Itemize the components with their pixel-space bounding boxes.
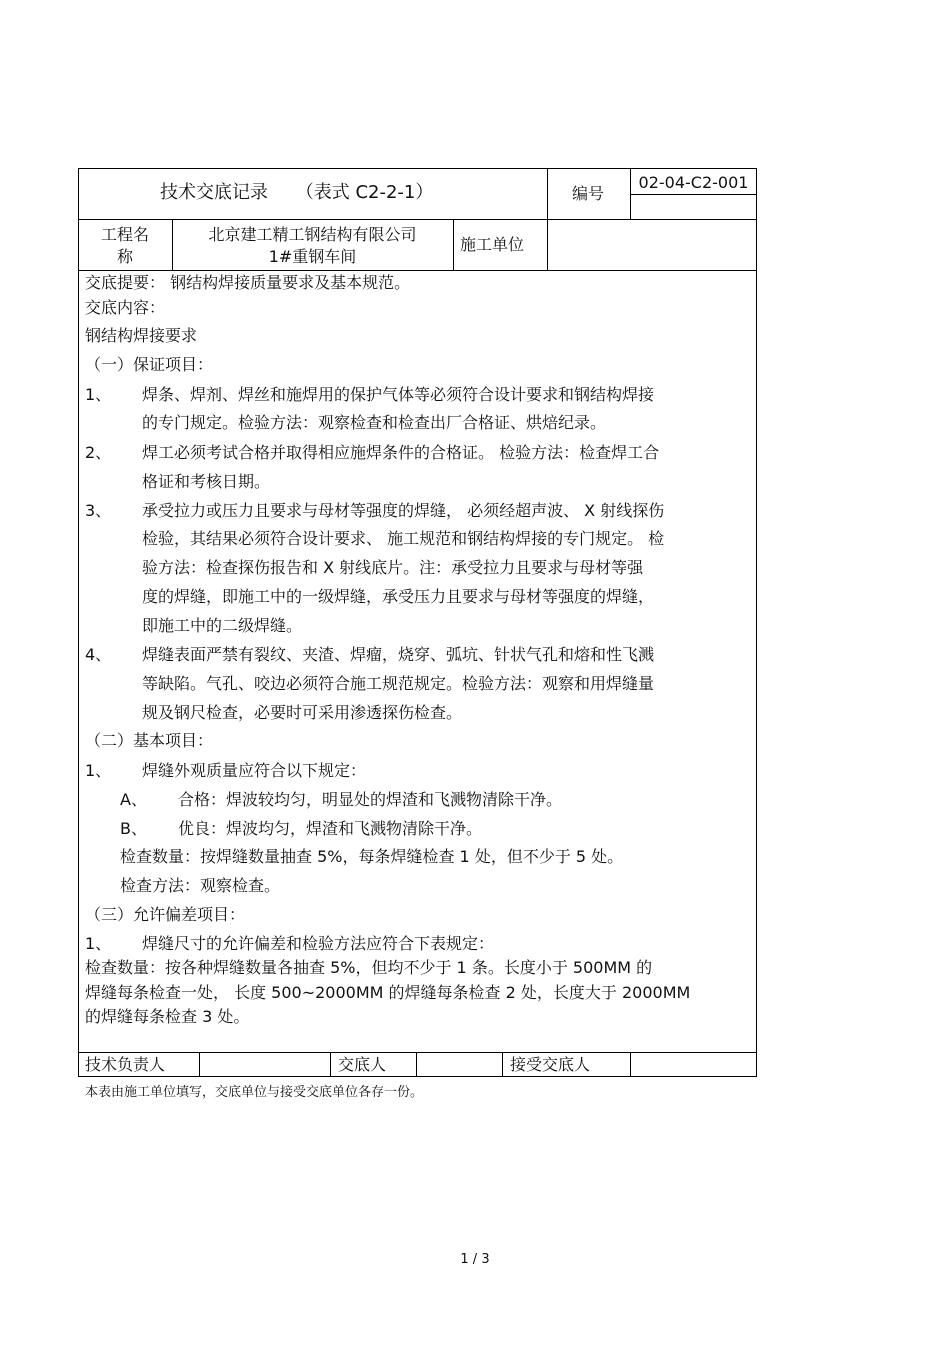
- item-4-number: 4、: [85, 645, 112, 664]
- content-label: 交底内容：: [85, 298, 166, 317]
- row-divider-signoff: [78, 1052, 757, 1053]
- page-number: 1 / 3: [460, 1252, 490, 1267]
- row-divider-number: [630, 194, 757, 195]
- item-3-line-1: 承受拉力或压力且要求与母材等强度的焊缝， 必须经超声波、 X 射线探伤: [142, 501, 665, 520]
- item-1-number: 1、: [85, 385, 112, 404]
- content-heading: 钢结构焊接要求: [85, 326, 198, 345]
- tolerance-item-number: 1、: [85, 934, 112, 953]
- tolerance-item-text: 焊缝尺寸的允许偏差和检验方法应符合下表规定：: [142, 934, 495, 953]
- item-2-line-1: 焊工必须考试合格并取得相应施焊条件的合格证。 检验方法：检查焊工合: [142, 443, 660, 462]
- item-3-line-3: 验方法：检查探伤报告和 X 射线底片。注：承受拉力且要求与母材等强: [142, 558, 644, 577]
- footnote: 本表由施工单位填写，交底单位与接受交底单位各存一份。: [85, 1085, 424, 1100]
- form-code: （表式 C2-2-1）: [295, 182, 434, 203]
- number-value: 02-04-C2-001: [638, 173, 749, 192]
- item-1-line-1: 焊条、焊剂、焊丝和施焊用的保护气体等必须符合设计要求和钢结构焊接: [142, 385, 655, 404]
- row-divider-header: [78, 219, 757, 220]
- basic-item-number: 1、: [85, 761, 112, 780]
- discloser-label: 交底人: [338, 1055, 387, 1074]
- item-4-line-1: 焊缝表面严禁有裂纹、夹渣、焊瘤，烧穿、弧坑、针状气孔和熔和性飞溅: [142, 645, 655, 664]
- grade-b-text: 优良：焊波均匀，焊渣和飞溅物清除干净。: [178, 819, 483, 838]
- col-divider-project-value: [453, 219, 454, 271]
- basic-check-method: 检查方法：观察检查。: [120, 876, 281, 895]
- grade-b-label: B、: [120, 819, 147, 838]
- col-divider-sign-5: [630, 1052, 631, 1077]
- basic-item-text: 焊缝外观质量应符合以下规定：: [142, 761, 367, 780]
- item-3-line-2: 检验，其结果必须符合设计要求、 施工规范和钢结构焊接的专门规定。 检: [142, 529, 665, 548]
- col-divider-sign-4: [502, 1052, 503, 1077]
- form-title-text: 技术交底记录: [160, 182, 268, 203]
- number-label: 编号: [572, 184, 605, 203]
- project-name-value-line2: 1#重钢车间: [268, 247, 357, 266]
- item-3-line-5: 即施工中的二级焊缝。: [142, 616, 303, 635]
- tolerance-check-line-2: 焊缝每条检查一处， 长度 500~2000MM 的焊缝每条检查 2 处，长度大于 2000MM: [85, 983, 691, 1002]
- tech-lead-label: 技术负责人: [85, 1055, 166, 1074]
- basic-check-quantity: 检查数量：按焊缝数量抽查 5%，每条焊缝检查 1 处，但不少于 5 处。: [120, 847, 624, 866]
- form-title: [160, 183, 433, 203]
- receiver-label: 接受交底人: [510, 1055, 591, 1074]
- item-4-line-3: 规及钢尺检查，必要时可采用渗透探伤检查。: [142, 703, 463, 722]
- grade-a-text: 合格：焊波较均匀，明显处的焊渣和飞溅物清除干净。: [178, 790, 563, 809]
- col-divider-sign-2: [330, 1052, 331, 1077]
- item-4-line-2: 等缺陷。气孔、咬边必须符合施工规范规定。检验方法：观察和用焊缝量: [142, 674, 655, 693]
- col-divider-sign-1: [199, 1052, 200, 1077]
- section-tolerance: （三）允许偏差项目：: [85, 905, 246, 924]
- col-divider-sign-3: [416, 1052, 417, 1077]
- item-2-number: 2、: [85, 443, 112, 462]
- section-basic: （二）基本项目：: [85, 731, 214, 750]
- col-divider-number-label: [547, 168, 548, 271]
- item-3-number: 3、: [85, 501, 112, 520]
- tolerance-check-line-3: 的焊缝每条检查 3 处。: [85, 1007, 250, 1026]
- project-name-value-line1: 北京建工精工钢结构有限公司: [208, 225, 417, 244]
- construction-unit-label: 施工单位: [460, 235, 525, 254]
- project-name-label-line2: 称: [116, 247, 133, 266]
- grade-a-label: A、: [120, 790, 147, 809]
- tolerance-check-line-1: 检查数量：按各种焊缝数量各抽查 5%，但均不少于 1 条。长度小于 500MM 的: [85, 958, 653, 977]
- project-name-label-line1: 工程名: [100, 225, 149, 244]
- summary: 交底提要： 钢结构焊接质量要求及基本规范。: [85, 273, 411, 292]
- item-2-line-2: 格证和考核日期。: [142, 472, 271, 491]
- item-3-line-4: 度的焊缝，即施工中的一级焊缝，承受压力且要求与母材等强度的焊缝，: [142, 587, 655, 606]
- section-guarantee: （一）保证项目：: [85, 355, 214, 374]
- item-1-line-2: 的专门规定。检验方法：观察检查和检查出厂合格证、烘焙纪录。: [142, 413, 607, 432]
- row-divider-project: [78, 270, 757, 271]
